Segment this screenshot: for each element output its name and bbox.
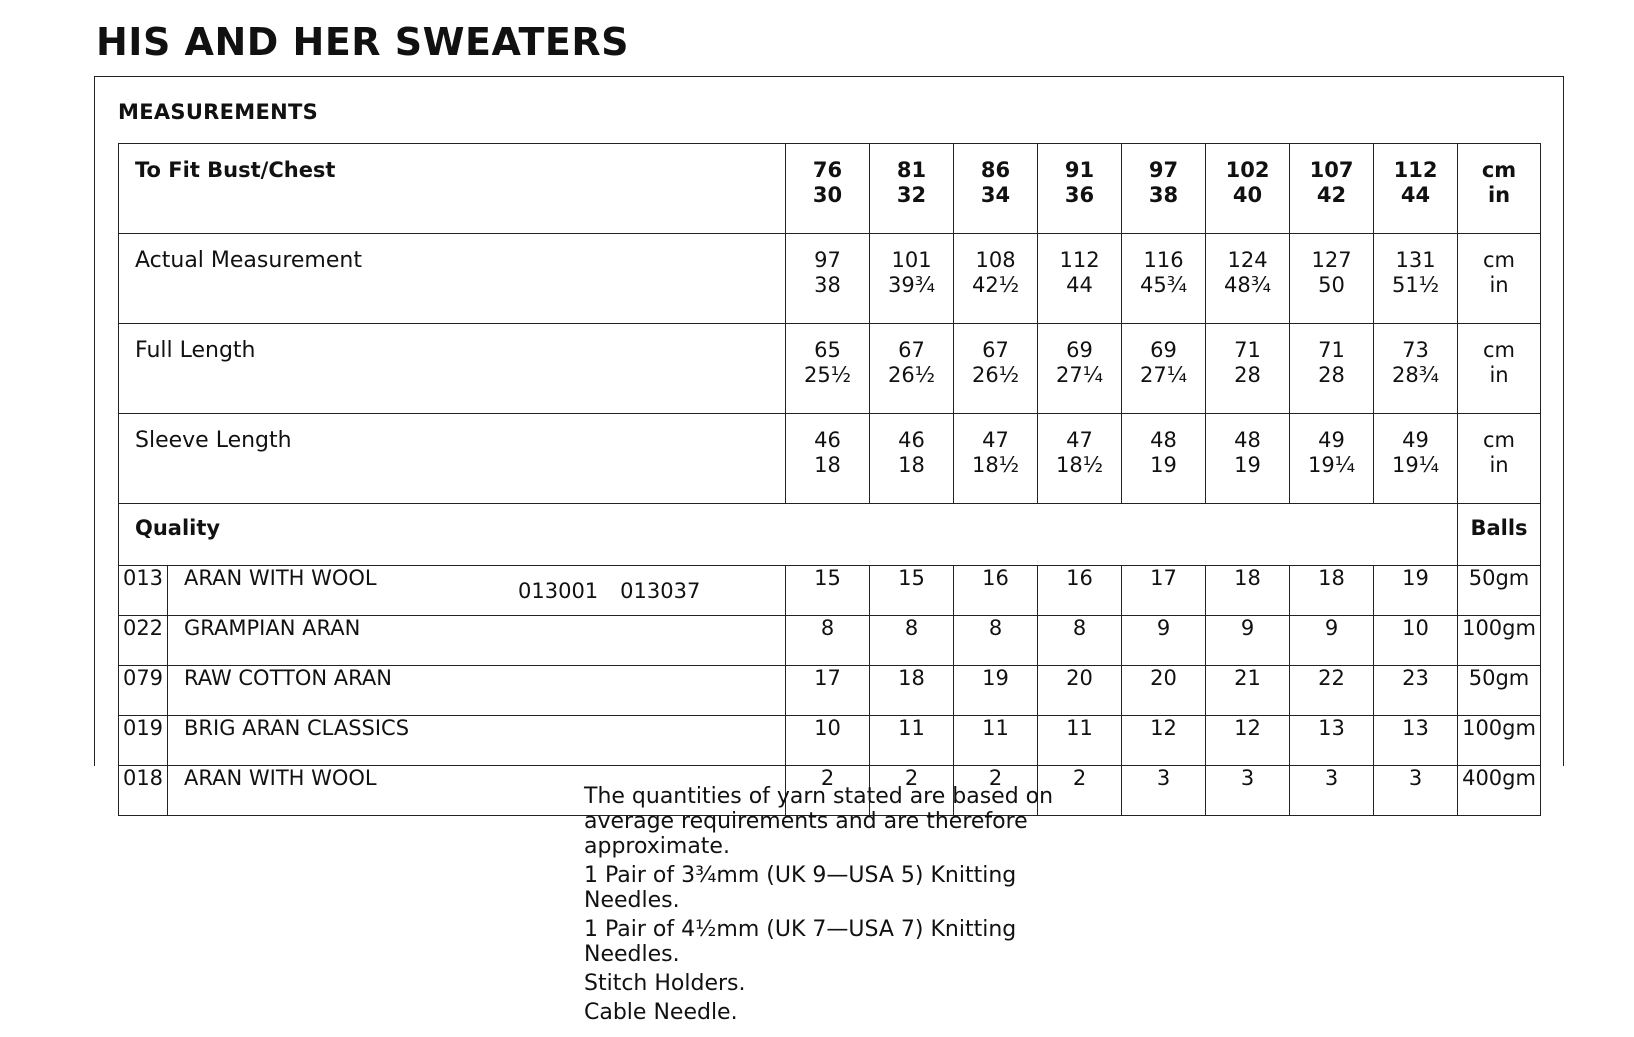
value-cm: 102	[1225, 158, 1270, 182]
yarn-qty: 18	[870, 666, 954, 716]
value-cm: 65	[814, 338, 841, 362]
value-cm: 69	[1150, 338, 1177, 362]
measurement-value	[870, 324, 954, 414]
yarn-qty: 3	[1122, 766, 1206, 816]
note-line: The quantities of yarn stated are based on average requirements and are therefore approximate.	[584, 784, 1054, 859]
yarn-qty: 23	[1374, 666, 1458, 716]
yarn-weight: 50gm	[1458, 666, 1541, 716]
measurement-value	[1038, 414, 1122, 504]
measurement-label: Full Length	[119, 324, 786, 414]
value-in: 40	[1232, 183, 1263, 207]
yarn-qty: 20	[1122, 666, 1206, 716]
value-in: 45¾	[1139, 273, 1188, 297]
yarn-qty: 20	[1038, 666, 1122, 716]
value-cm: 97	[1148, 158, 1179, 182]
yarn-qty: 8	[1038, 616, 1122, 666]
value-cm: 112	[1393, 158, 1438, 182]
yarn-qty: 9	[1122, 616, 1206, 666]
value-cm: 81	[896, 158, 927, 182]
value-in: 18	[814, 453, 841, 477]
value-cm: 67	[982, 338, 1009, 362]
yarn-qty: 2	[954, 766, 1038, 816]
yarn-name: RAW COTTON ARAN	[184, 666, 392, 690]
yarn-qty: 13	[1290, 716, 1374, 766]
note-line: Cable Needle.	[584, 1000, 738, 1025]
size-header	[1374, 144, 1458, 234]
yarn-qty: 2	[870, 766, 954, 816]
value-in: 32	[896, 183, 927, 207]
yarn-qty: 16	[1038, 566, 1122, 616]
balls-label: Balls	[1458, 504, 1541, 566]
measurement-value	[1206, 234, 1290, 324]
measurement-value	[1038, 324, 1122, 414]
unit-cell	[1458, 414, 1541, 504]
value-in: 19¼	[1307, 453, 1356, 477]
value-cm: cm	[1483, 338, 1516, 362]
yarn-row	[119, 666, 1541, 716]
yarn-name: ARAN WITH WOOL	[184, 766, 377, 790]
yarn-name-cell	[168, 566, 786, 616]
section-label: MEASUREMENTS	[118, 100, 319, 124]
size-header	[870, 144, 954, 234]
value-in: 27¼	[1055, 363, 1104, 387]
yarn-row	[119, 616, 1541, 666]
value-in: 18½	[971, 453, 1020, 477]
value-cm: cm	[1481, 158, 1517, 182]
value-in: in	[1489, 273, 1509, 297]
measurements-table	[118, 143, 1541, 816]
page-title: HIS AND HER SWEATERS	[96, 20, 629, 64]
unit-cell	[1458, 324, 1541, 414]
yarn-qty: 15	[870, 566, 954, 616]
unit-header	[1458, 144, 1541, 234]
size-header	[954, 144, 1038, 234]
yarn-qty: 9	[1206, 616, 1290, 666]
yarn-qty: 16	[954, 566, 1038, 616]
value-in: 42½	[971, 273, 1020, 297]
measurement-value	[1206, 414, 1290, 504]
measurement-value	[1290, 234, 1374, 324]
value-in: 39¾	[887, 273, 936, 297]
value-cm: 71	[1234, 338, 1261, 362]
yarn-qty: 21	[1206, 666, 1290, 716]
bust-chest-label: To Fit Bust/Chest	[119, 144, 786, 234]
yarn-ref: 013037	[620, 578, 701, 603]
yarn-qty: 3	[1374, 766, 1458, 816]
size-header	[1122, 144, 1206, 234]
value-cm: 49	[1318, 428, 1345, 452]
yarn-row	[119, 716, 1541, 766]
yarn-name-cell	[168, 616, 786, 666]
yarn-qty: 18	[1290, 566, 1374, 616]
value-in: 18½	[1055, 453, 1104, 477]
value-cm: 116	[1143, 248, 1184, 272]
yarn-name-cell	[168, 716, 786, 766]
value-cm: 112	[1059, 248, 1100, 272]
measurement-row	[119, 414, 1541, 504]
measurement-value	[870, 234, 954, 324]
yarn-qty: 11	[954, 716, 1038, 766]
measurement-value	[1290, 324, 1374, 414]
value-cm: 101	[891, 248, 932, 272]
value-in: 19	[1234, 453, 1261, 477]
measurement-value	[870, 414, 954, 504]
header-row	[119, 144, 1541, 234]
yarn-code: 018	[119, 766, 168, 816]
yarn-weight: 50gm	[1458, 566, 1541, 616]
yarn-qty: 3	[1290, 766, 1374, 816]
measurement-value	[786, 234, 870, 324]
yarn-qty: 11	[870, 716, 954, 766]
value-in: in	[1489, 453, 1509, 477]
value-in: 28	[1318, 363, 1345, 387]
yarn-qty: 11	[1038, 716, 1122, 766]
value-cm: 127	[1311, 248, 1352, 272]
size-header	[1290, 144, 1374, 234]
value-cm: 47	[1066, 428, 1093, 452]
measurement-value	[1290, 414, 1374, 504]
notes	[584, 784, 1104, 1029]
value-cm: 46	[898, 428, 925, 452]
yarn-code: 079	[119, 666, 168, 716]
value-cm: 48	[1234, 428, 1261, 452]
value-in: 38	[814, 273, 841, 297]
yarn-qty: 19	[1374, 566, 1458, 616]
value-in: 50	[1318, 273, 1345, 297]
yarn-ref: 013001	[518, 578, 599, 603]
value-in: 18	[898, 453, 925, 477]
yarn-refs	[518, 579, 722, 603]
measurement-value	[1122, 324, 1206, 414]
yarn-qty: 10	[1374, 616, 1458, 666]
yarn-name: ARAN WITH WOOL	[184, 566, 377, 590]
measurement-value	[1374, 324, 1458, 414]
yarn-qty: 8	[870, 616, 954, 666]
value-in: in	[1489, 363, 1509, 387]
value-cm: cm	[1483, 428, 1516, 452]
yarn-qty: 15	[786, 566, 870, 616]
value-cm: 91	[1064, 158, 1095, 182]
measurement-value	[954, 324, 1038, 414]
measurement-value	[1122, 414, 1206, 504]
value-cm: 69	[1066, 338, 1093, 362]
measurement-value	[1122, 234, 1206, 324]
value-cm: 73	[1402, 338, 1429, 362]
value-in: 44	[1066, 273, 1093, 297]
size-header	[786, 144, 870, 234]
value-in: 19¼	[1391, 453, 1440, 477]
value-cm: 76	[812, 158, 843, 182]
value-cm: 46	[814, 428, 841, 452]
value-in: in	[1487, 183, 1511, 207]
value-in: 19	[1150, 453, 1177, 477]
measurement-value	[1374, 414, 1458, 504]
yarn-name: BRIG ARAN CLASSICS	[184, 716, 410, 740]
yarn-qty: 19	[954, 666, 1038, 716]
measurement-value	[1038, 234, 1122, 324]
value-cm: 131	[1395, 248, 1436, 272]
value-in: 38	[1148, 183, 1179, 207]
unit-cell	[1458, 234, 1541, 324]
value-in: 51½	[1391, 273, 1440, 297]
value-in: 25½	[803, 363, 852, 387]
value-in: 26½	[971, 363, 1020, 387]
value-cm: 71	[1318, 338, 1345, 362]
value-cm: 107	[1309, 158, 1354, 182]
yarn-weight: 400gm	[1458, 766, 1541, 816]
value-cm: 67	[898, 338, 925, 362]
yarn-qty: 22	[1290, 666, 1374, 716]
quality-label: Quality	[119, 504, 1458, 566]
note-line: Stitch Holders.	[584, 971, 746, 996]
quality-header-row	[119, 504, 1541, 566]
yarn-qty: 2	[1038, 766, 1122, 816]
yarn-qty: 12	[1122, 716, 1206, 766]
measurement-row	[119, 234, 1541, 324]
yarn-qty: 8	[954, 616, 1038, 666]
note-line: 1 Pair of 4½mm (UK 7—USA 7) Knitting Needles.	[584, 917, 1017, 967]
value-in: 36	[1064, 183, 1095, 207]
value-cm: 97	[814, 248, 841, 272]
yarn-qty: 2	[786, 766, 870, 816]
value-cm: 108	[975, 248, 1016, 272]
value-in: 30	[812, 183, 843, 207]
measurement-value	[954, 234, 1038, 324]
yarn-row	[119, 566, 1541, 616]
value-in: 44	[1400, 183, 1431, 207]
yarn-qty: 17	[786, 666, 870, 716]
value-cm: 48	[1150, 428, 1177, 452]
measurement-value	[1206, 324, 1290, 414]
yarn-qty: 9	[1290, 616, 1374, 666]
value-cm: 86	[980, 158, 1011, 182]
yarn-name: GRAMPIAN ARAN	[184, 616, 361, 640]
yarn-qty: 8	[786, 616, 870, 666]
value-cm: 47	[982, 428, 1009, 452]
yarn-qty: 13	[1374, 716, 1458, 766]
measurement-label: Actual Measurement	[119, 234, 786, 324]
measurement-value	[954, 414, 1038, 504]
yarn-qty: 18	[1206, 566, 1290, 616]
measurement-value	[1374, 234, 1458, 324]
yarn-code: 019	[119, 716, 168, 766]
measurement-label: Sleeve Length	[119, 414, 786, 504]
yarn-weight: 100gm	[1458, 616, 1541, 666]
value-in: 42	[1316, 183, 1347, 207]
yarn-qty: 12	[1206, 716, 1290, 766]
value-in: 28	[1234, 363, 1261, 387]
value-cm: 49	[1402, 428, 1429, 452]
value-cm: cm	[1483, 248, 1516, 272]
value-in: 27¼	[1139, 363, 1188, 387]
yarn-qty: 17	[1122, 566, 1206, 616]
yarn-weight: 100gm	[1458, 716, 1541, 766]
value-in: 48¾	[1223, 273, 1272, 297]
size-header	[1038, 144, 1122, 234]
value-in: 26½	[887, 363, 936, 387]
yarn-qty: 3	[1206, 766, 1290, 816]
yarn-name-cell	[168, 666, 786, 716]
measurement-value	[786, 414, 870, 504]
yarn-qty: 10	[786, 716, 870, 766]
yarn-code: 013	[119, 566, 168, 616]
note-line: 1 Pair of 3¾mm (UK 9—USA 5) Knitting Needles.	[584, 863, 1017, 913]
value-in: 28¾	[1391, 363, 1440, 387]
measurement-row	[119, 324, 1541, 414]
value-in: 34	[980, 183, 1011, 207]
measurement-value	[786, 324, 870, 414]
yarn-code: 022	[119, 616, 168, 666]
size-header	[1206, 144, 1290, 234]
value-cm: 124	[1227, 248, 1268, 272]
